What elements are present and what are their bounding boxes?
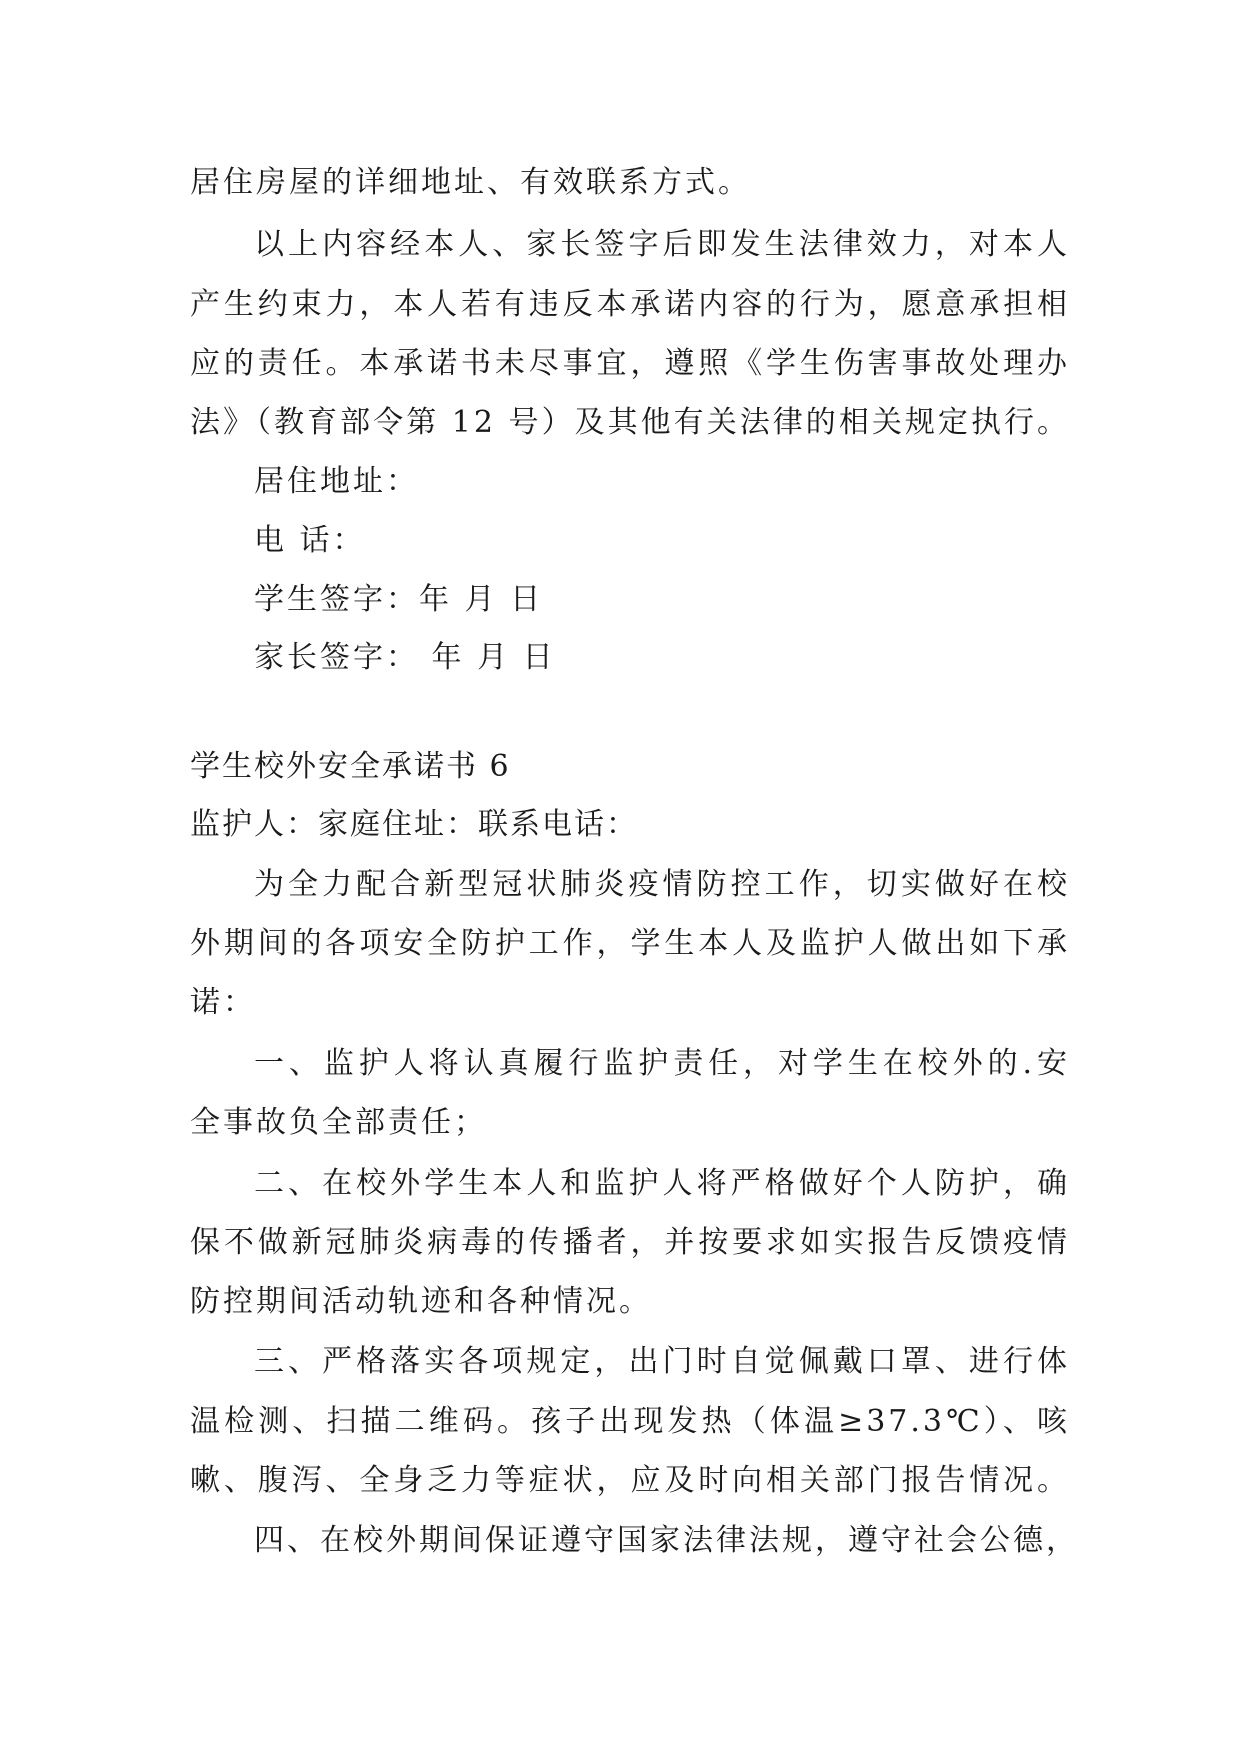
paragraph-line: 保不做新冠肺炎病毒的传播者，并按要求如实报告反馈疫情 bbox=[190, 1225, 1070, 1260]
paragraph-line: 外期间的各项安全防护工作，学生本人及监护人做出如下承 bbox=[190, 926, 1070, 961]
paragraph-line: 温检测、扫描二维码。孩子出现发热（体温≥37.3℃）、咳 bbox=[190, 1404, 1070, 1439]
paragraph-line: 法》（教育部令第 12 号）及其他有关法律的相关规定执行。 bbox=[190, 405, 1070, 440]
paragraph-line: 四、在校外期间保证遵守国家法律法规，遵守社会公德， bbox=[254, 1523, 1079, 1558]
guardian-info-line: 监护人：家庭住址：联系电话： bbox=[190, 807, 638, 842]
phone-label: 电 话： bbox=[254, 523, 366, 558]
paragraph-line: 一、监护人将认真履行监护责任，对学生在校外的.安 bbox=[254, 1046, 1070, 1081]
paragraph-line: 应的责任。本承诺书未尽事宜，遵照《学生伤害事故处理办 bbox=[190, 346, 1070, 381]
paragraph-line: 居住房屋的详细地址、有效联系方式。 bbox=[190, 165, 751, 200]
paragraph-line: 诺： bbox=[190, 985, 256, 1020]
paragraph-line: 三、严格落实各项规定，出门时自觉佩戴口罩、进行体 bbox=[254, 1344, 1070, 1379]
paragraph-line: 防控期间活动轨迹和各种情况。 bbox=[190, 1284, 652, 1319]
paragraph-line: 二、在校外学生本人和监护人将严格做好个人防护，确 bbox=[254, 1166, 1070, 1201]
paragraph-line: 为全力配合新型冠状肺炎疫情防控工作，切实做好在校 bbox=[254, 867, 1070, 902]
parent-signature-label: 家长签字： 年 月 日 bbox=[254, 640, 556, 675]
paragraph-line: 全事故负全部责任； bbox=[190, 1105, 487, 1140]
paragraph-line: 嗽、腹泻、全身乏力等症状，应及时向相关部门报告情况。 bbox=[190, 1463, 1070, 1498]
address-label: 居住地址： bbox=[254, 464, 419, 499]
paragraph-line: 以上内容经本人、家长签字后即发生法律效力，对本人 bbox=[254, 227, 1070, 262]
paragraph-line: 产生约束力，本人若有违反本承诺内容的行为，愿意承担相 bbox=[190, 287, 1070, 322]
section-title: 学生校外安全承诺书 6 bbox=[190, 749, 511, 784]
student-signature-label: 学生签字：年 月 日 bbox=[254, 582, 544, 617]
